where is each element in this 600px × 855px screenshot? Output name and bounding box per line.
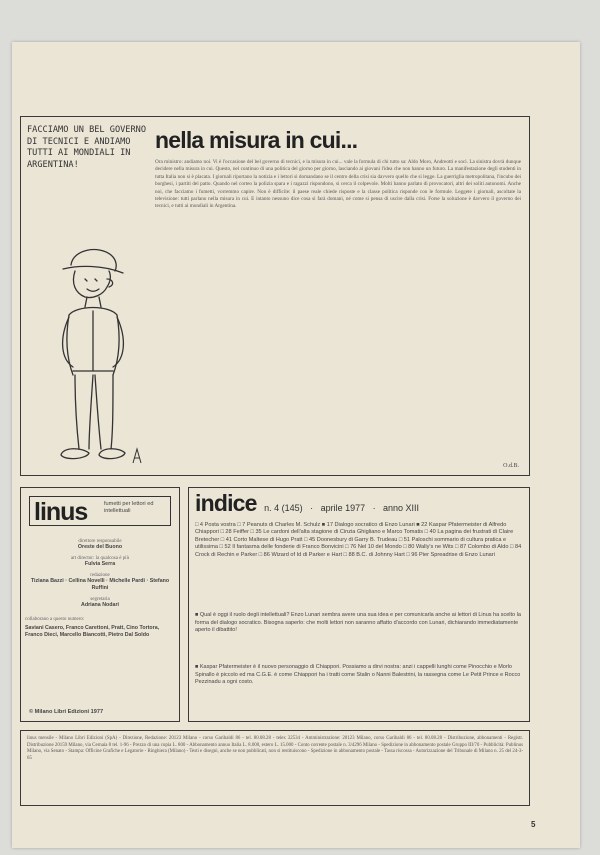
cartoon-figure-illustration (33, 235, 153, 471)
index-note-chiappori: ■ Kaspar Pfatermeister è il nuovo personaggio di Chiappori. Possiamo a dirvi nostra: anzi i cappelli lunghi come Pinocchio e Morlo Spinallo è piccolo ed ma C.G.E. è come Chiappori ha i tratti come Stalin o Nanni Balestrini, la rassegna come Le Petit Prince e Rocco Pezzinadu a ogni costo. (195, 664, 521, 686)
credit-label: redazione (90, 573, 110, 578)
linus-logo: linus (34, 498, 88, 526)
masthead-box (20, 487, 180, 722)
credit-value: Tiziana Bazzi · Cellina Novelli · Michelle Pardi · Stefano Ruffini (30, 578, 170, 591)
editorial-box (20, 116, 530, 476)
credit-value: Fulvia Serra (84, 561, 116, 567)
credit-value: Adriana Nodari (81, 602, 119, 608)
publisher-line: © Milano Libri Edizioni 1977 (29, 709, 104, 715)
index-contents: □ 4 Posta vostra □ 7 Peanuts di Charles M. Schulz ■ 17 Dialogo socratico di Enzo Lunari ■ 22 Kaspar Pfatermeister di Alfredo Chiappori □ 28 Feiffer □ 35 Le cardoni dell'alta stagione di Cinzia Ghigliano e Marco Tomatis □ 40 La pagina dei frustrati di Claire Bretecher □ 41 Corto Maltese di Hugo Pratt □ 45 Doonesbury di Garry B. Trudeau □ 51 Paloschi sommario di cultura pratica e utilissima □ 52 Il fantasma delle fonderie di Franco Bonvicini □ 76 Nel 10 del Mondo □ 80 Wally's ne Wits □ 87 Colombo di Aldo □ 84 Crock di Rechin e Parker □ 86 Wizard of Id di Parker e Hart □ 88 B.C. di Johnny Hart □ 96 Pier Spreadrise di Enzo Lunari (195, 522, 522, 558)
editorial-title: nella misura in cui... (155, 127, 358, 153)
colophon-box (20, 730, 530, 806)
editorial-body: Ora ministro: andiamo noi. Vi è l'occasione del bel governo di tecnici, e la misura in cui... vale la formula di chi tutto sa: Aldo Moro, Andreotti e soci. La sinistra dovrà dunque decidere nella misura in cui. Questo, nel continuo di una politica del giorno per giorno, lasciando ai giovani l'idea che non hanno un futuro. La manifestazione degli studenti in tutta Italia non si è placata. I giornali riportano la notizia e i lettori si domandano se il centro della crisi sia davvero quello che si legge. La guerriglia metropolitana, l'incubo dei borghesi, i partiti del patto. Quando nel corteo la polizia spara e i ragazzi rispondono, si cerca il colpevole. Molti hanno parlato di provocatori, altri dei soliti autonomi. Anche noi, che facciamo i fumetti, vorremmo capire. Non è difficile: il paese reale chiede risposte e la classe politica risponde con le formule. Leggete i giornali, ascoltate la televisione: tutti parlano nella misura in cui. E intanto nessuno dice cosa si farà domani, né come si pensa di uscire dalla crisi. Forse la soluzione è davvero il governo dei tecnici, e tutti ai mondiali in Argentina. (155, 159, 521, 210)
issue-date: aprile 1977 (320, 503, 366, 513)
cartoon-caption: FACCIAMO UN BEL GOVERNO DI TECNICI E ANDIAMO TUTTI AI MONDIALI IN ARGENTINA! (27, 125, 146, 170)
logo-frame (29, 496, 171, 526)
colophon-text: linus mensile - Milano Libri Edizioni (SpA) - Direzione, Redazione: 20123 Milano - corso Garibaldi 86 - tel. 80.08.28 - telex 32534 - Amministrazione: 20123 Milano, corso Garibaldi 86 - tel. 80.08.28 - Distribuzione, abbonamenti - Registr. Distribuzione 20159 Milano, via Cernaia 8 tel. 1-96 - Prezzo di una copia L. 800 - Abbonamento annuo Italia L. 8.000, estero L. 15.000 - Conto corrente postale n. 3/4296 Milano - Spedizione in abbonamento postale Gruppo III/70 - Pubblicità: Publinus Milano, via Senato - Stampa: Officine Grafiche e Legatorie - Ringhiera (Milano) - Testi e disegni, anche se non pubblicati, non si restituiscono - Spedizione in abbonamento postale - Tassa riscossa - Autorizzazione del Tribunale di Milano n. 25 del 24-3-65 (27, 736, 523, 762)
collaborators-label: collaborano a questo numero: (25, 617, 85, 622)
credit-label: direttore responsabile (78, 539, 122, 544)
index-header: indice n. 4 (145) · aprile 1977 · anno XIII (195, 490, 420, 516)
page-number: 5 (531, 820, 536, 829)
credit-label: art director: la qualcosa è più (70, 556, 130, 561)
editorial-signature: O.d.B. (503, 463, 519, 469)
collaborators-list: Saviani Casero, Franco Carettoni, Pratt, Cino Tortora, Franco Dieci, Marcello Biancotti, Pietro Dal Soldo (25, 625, 160, 639)
index-note-lunari: ■ Qual è oggi il ruolo degli intellettuali? Enzo Lunari sembra avere una sua idea e per comunicarla anche ai lettori di Linus ha scelto la forma del dialogo socratico. Bisogna saperlo: che molti lettori non saranno affatto d'accordo con Lunari, dichiarando immediatamente aperto il dibattito! (195, 612, 521, 634)
index-title: indice (195, 490, 257, 516)
magazine-page (12, 42, 580, 848)
issue-year: anno XIII (383, 503, 420, 513)
issue-number: n. 4 (145) (264, 503, 303, 513)
logo-subtitle: fumetti per lettori ed intellettuali (104, 501, 154, 514)
credit-value: Oreste del Buono (77, 544, 123, 550)
index-box (188, 487, 530, 722)
credit-label: segretaria (90, 597, 110, 602)
credits-list (25, 534, 175, 639)
